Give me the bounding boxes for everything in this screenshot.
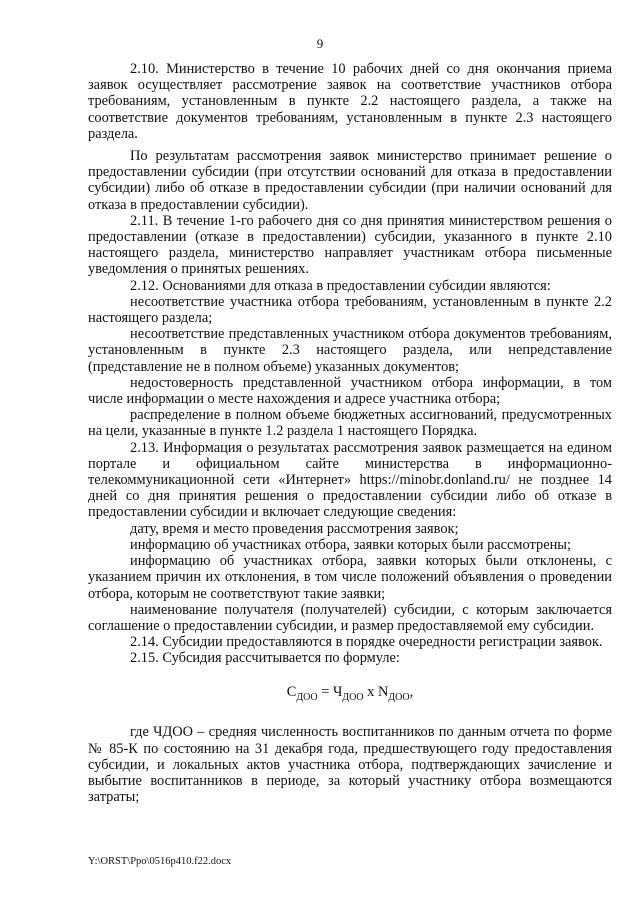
paragraph-definition-ch: где ЧДОО – средняя численность воспитанников по данным отчета по форме № 85-К по состоянию на 31 декабря года, предшествующего году предоставления субсидии, и локальных актов участника отбора, подтверждающих зачисление и выбытие воспитанников в периоде, за который участнику отбора возмещаются затраты; [88,724,612,806]
list-item-info-3: информацию об участниках отбора, заявки которых были отклонены, с указанием причин их отклонения, в том числе положений объявления о проведении отбора, которым не соответствуют такие заявки; [88,553,612,602]
formula-lhs-sub: ДОО [296,691,318,703]
paragraph-2-12: 2.12. Основаниями для отказа в предоставлении субсидии являются: [130,277,551,294]
page-number: 9 [316,36,324,51]
list-item-info-2: информацию об участниках отбора, заявки которых были рассмотрены; [130,536,571,553]
formula-ch-sub: ДОО [342,691,364,703]
formula-ch: Ч [332,683,343,700]
formula-lhs: С [286,683,297,700]
list-item-refusal-4: распределение в полном объеме бюджетных ассигнований, предусмотренных на цели, указанные в пункте 1.2 раздела 1 настоящего Порядка. [88,407,612,440]
list-item-refusal-1: несоответствие участника отбора требованиям, установленным в пункте 2.2 настоящего раздела; [88,293,612,327]
paragraph-2-13: 2.13. Информация о результатах рассмотрения заявок размещается на едином портале и официальном сайте министерства в информационно-телекоммуникационной сети «Интернет» https://minobr.donland.ru/ не позднее 14 дней со дня принятия решения о предоставлении субсидии либо об отказе в предоставлении субсидии и включает следующие сведения: [88,439,612,521]
formula-times: x [363,683,378,700]
formula-end: , [409,683,414,700]
document-body [88,61,612,805]
list-item-info-4: наименование получателя (получателей) субсидии, с которым заключается соглашение о предоставлении субсидии, и размер предоставляемой ему субсидии. [88,601,612,634]
formula-n-sub: ДОО [388,691,410,703]
paragraph-2-15: 2.15. Субсидия рассчитывается по формуле: [130,650,400,667]
footer-file-path: Y:\ORST\Ppo\0516p410.f22.docx [88,856,232,867]
subsidy-formula [88,683,612,707]
list-item-info-1: дату, время и место проведения рассмотрения заявок; [130,520,459,537]
paragraph-2-10: 2.10. Министерство в течение 10 рабочих дней со дня окончания приема заявок осуществляет рассмотрение заявок на соответствие участников отбора требованиям, установленным в пункте 2.2 настоящего раздела, а также на соответствие документов требованиям, установленным в пункте 2.3 настоящего раздела. [88,61,612,142]
list-item-refusal-3: недостоверность представленной участником отбора информации, в том числе информации о месте нахождения и адресе участника отбора; [88,374,612,408]
formula-equals: = [317,683,333,700]
paragraph-2-11: 2.11. В течение 1-го рабочего дня со дня принятия министерством решения о предоставлении (отказе в предоставлении) субсидии, указанного в пункте 2.10 настоящего раздела, министерство направляет участникам отбора письменные уведомления о принятых решениях. [88,212,612,278]
formula-n: N [377,683,389,700]
list-item-refusal-2: несоответствие представленных участником отбора документов требованиям, установленным в пункте 2.3 настоящего раздела, или непредставление (представление не в полном объеме) указанных документов; [88,326,612,375]
paragraph-decision: По результатам рассмотрения заявок министерство принимает решение о предоставлении субсидии (при отсутствии оснований для отказа в предоставлении субсидии) либо об отказе в предоставлении субсидии (при наличии оснований для отказа в предоставлении субсидии). [88,148,612,213]
paragraph-2-14: 2.14. Субсидии предоставляются в порядке очередности регистрации заявок. [130,634,603,651]
